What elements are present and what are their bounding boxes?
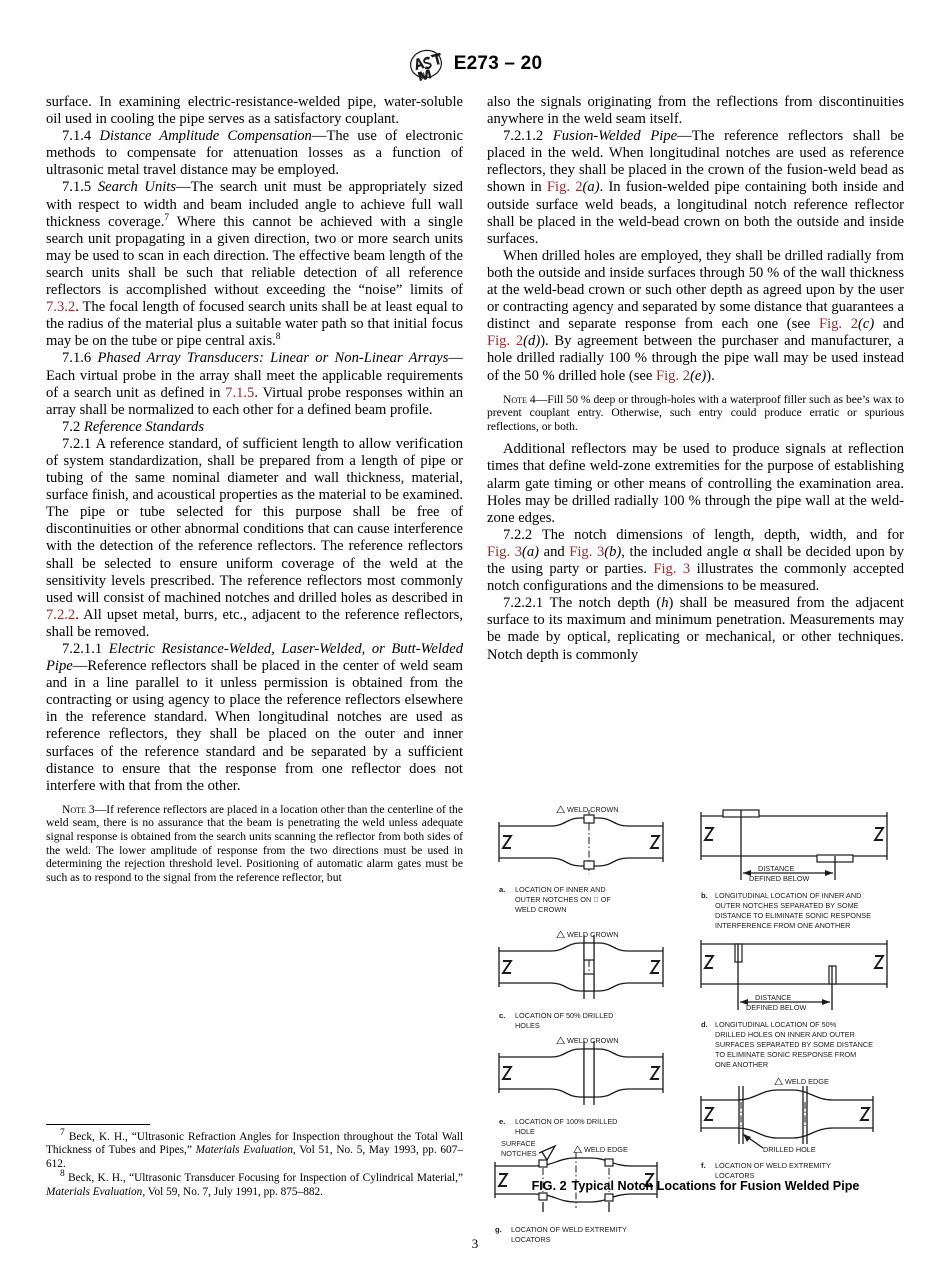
section-body: The notch depth ( bbox=[549, 595, 662, 612]
outer-notch-a bbox=[584, 815, 594, 823]
footnote-7 bbox=[46, 1128, 463, 1171]
outer-drilled-hole-c bbox=[584, 943, 594, 960]
figure-2 bbox=[487, 800, 904, 1244]
section-7-2-heading bbox=[46, 419, 463, 436]
footnote-journal: Materials Evaluation, bbox=[195, 1144, 296, 1157]
subfigure-f bbox=[701, 1077, 873, 1180]
cross-ref-fig-3b[interactable]: Fig. 3 bbox=[569, 543, 605, 560]
section-7-2-1-2 bbox=[487, 128, 904, 248]
subfigure-c-line-2: HOLES bbox=[515, 1021, 540, 1030]
cross-ref-fig-2e[interactable]: Fig. 2 bbox=[656, 367, 691, 384]
paragraph-additional-reflectors bbox=[487, 441, 904, 526]
section-body: —The use of electronic methods to compensate for attenuation losses as a function of ultrasonic metal travel distance may be employed. bbox=[46, 128, 463, 179]
outer-notch-g-left bbox=[539, 1160, 547, 1167]
subfigure-b-key: b. bbox=[701, 891, 708, 900]
subfigure-c-key: c. bbox=[499, 1011, 506, 1020]
footnote-block bbox=[46, 1124, 463, 1200]
subfigure-g-line-1: LOCATION OF WELD EXTREMITY bbox=[511, 1225, 627, 1234]
section-number: 7.2.1.1 bbox=[62, 641, 103, 657]
section-body-2: . In fusion-welded pipe containing both inside and outside surface weld beads, a longitudinal notch reference reflector shall be placed in the weld-bead crown on both the outside and inside surfaces. bbox=[487, 179, 905, 247]
section-number: 7.2 bbox=[62, 418, 81, 435]
subfigure-f-line-1: LOCATION OF WELD EXTREMITY bbox=[715, 1161, 831, 1170]
footnote-rule bbox=[46, 1124, 150, 1125]
label-weld-edge-f: ⃤ WELD EDGE bbox=[783, 1077, 829, 1086]
figure-2-caption bbox=[487, 1179, 904, 1193]
paragraph-signals bbox=[487, 94, 904, 128]
label-surface-notches-2: NOTCHES bbox=[501, 1149, 537, 1158]
subfigure-e-line-1: LOCATION OF 100% DRILLED bbox=[515, 1117, 618, 1126]
cross-ref-7-2-2[interactable]: 7.2.2 bbox=[46, 606, 76, 623]
page-header bbox=[0, 48, 950, 80]
section-body: —The search unit must be appropriately sized with respect to width and beam included angle to achieve full wall thickness coverage. bbox=[46, 179, 463, 230]
section-body-2: and bbox=[539, 543, 570, 560]
footnote-marker: 8 bbox=[60, 1169, 65, 1180]
footnote-ref-7[interactable]: 7 bbox=[164, 212, 170, 223]
cross-ref-fig-2c[interactable]: Fig. 2 bbox=[818, 316, 859, 333]
subfigure-d-line-2: DRILLED HOLES ON INNER AND OUTER bbox=[715, 1030, 855, 1039]
cross-ref-sub: (d) bbox=[523, 333, 541, 350]
cross-ref-sub: (a) bbox=[582, 179, 600, 196]
section-title: Reference Standards bbox=[83, 418, 204, 435]
subfigure-b-line-3: DISTANCE TO ELIMINATE SONIC RESPONSE bbox=[715, 911, 871, 920]
left-column bbox=[46, 94, 463, 884]
section-title: Search Units bbox=[97, 179, 177, 196]
inner-notch-g-right bbox=[605, 1194, 613, 1201]
note-label: Note 3 bbox=[62, 802, 95, 816]
cross-ref-sub: (a) bbox=[522, 543, 540, 560]
figure-caption-label: FIG. 2 bbox=[531, 1179, 567, 1193]
label-distance-b: DISTANCE bbox=[758, 864, 795, 873]
footnote-marker: 7 bbox=[60, 1128, 65, 1139]
label-weld-crown-e: ⃤ WELD CROWN bbox=[565, 1036, 619, 1045]
note-text: —If reference reflectors are placed in a location other than the centerline of the weld seam, there is no assurance that the beam is penetrating the weld unless adequate signal response is obtained from the search units scanning the reflector from both sides of the weld. The lower amplitude of response from the two directions must be used in determining the rejection threshold level. Positioning of automatic alarm gates must be such as to respond to the signal from the reference reflector, but bbox=[46, 802, 463, 884]
subfigure-f-line-2: LOCATORS bbox=[715, 1171, 755, 1180]
section-body-3: . The focal length of focused search units shall be at least equal to the radius of the material plus a suitable water path so that initial focus may be on the tube or pipe central axis. bbox=[46, 299, 463, 350]
through-drilled-hole-e bbox=[584, 1049, 594, 1097]
cross-ref-fig-3[interactable]: Fig. 3 bbox=[653, 561, 691, 578]
section-7-2-1-1 bbox=[46, 641, 463, 795]
footnote-text: Beck, K. H., “Ultrasonic Refraction Angles for Inspection throughout the Total Wall Thickness of Tubes and Pipes,” bbox=[46, 1131, 463, 1157]
page-number: 3 bbox=[471, 1236, 479, 1251]
note-3 bbox=[46, 803, 463, 885]
section-7-1-4 bbox=[46, 128, 463, 179]
subfigure-c bbox=[499, 930, 663, 1030]
footnote-text-2: Vol 51, No. 5, May 1993, pp. 607–612. bbox=[46, 1144, 463, 1170]
section-body: —Reference reflectors shall be placed in the center of weld seam and in a line parallel to it unless permission is obtained from the contracting or using agency to place the reference reflectors elsewhere in the reference standard. When longitudinal notches are used as reference reflectors, they shall be placed on the outer and inner surfaces of the reference standard and be separated by a sufficient distance to ensure that the response from one reflector does not interfere with that from the other. bbox=[46, 658, 463, 794]
section-body-2: Where this cannot be achieved with a single search unit propagating in a given direction, two or more search units may be used to scan in each direction. The effective beam length of the search units shall be such that reliable detection of all reference reflectors is accomplished without exceeding the “noise” limits of bbox=[46, 213, 463, 299]
note-4 bbox=[487, 393, 904, 434]
subfigure-d-key: d. bbox=[701, 1020, 708, 1029]
note-label: Note 4 bbox=[503, 392, 536, 406]
section-number: 7.2.2.1 bbox=[503, 595, 544, 612]
standard-designation: E273 – 20 bbox=[453, 53, 543, 74]
label-defined-below-d: DEFINED BELOW bbox=[746, 1003, 807, 1012]
footnote-8 bbox=[46, 1169, 463, 1199]
label-weld-crown-c: ⃤ WELD CROWN bbox=[565, 930, 619, 939]
subfigure-b-line-4: INTERFERENCE FROM ONE ANOTHER bbox=[715, 921, 851, 930]
section-body: A reference standard, of sufficient length to allow verification of system standardization, shall be prepared from a length of pipe or tubing of the same nominal diameter and wall thickness, material, surface finish, and acoustical properties as the material to be examined. The pipe or tube selected for this purpose shall be free of discontinuities or other abnormal conditions that can cause interference with the detection of the reference reflectors. The reference reflectors shall be selected to ensure uniform coverage of the weld at the sensitivity levels prescribed. The reference reflectors most commonly used will consist of machined notches and drilled holes as described in bbox=[46, 435, 463, 606]
section-body-2: . All upset metal, burrs, etc., adjacent to the reference reflectors, shall be removed. bbox=[46, 606, 463, 640]
section-body: —Each virtual probe in the array shall meet the applicable requirements of a search unit as defined in bbox=[46, 350, 463, 401]
figure-caption-text: Typical Notch Locations for Fusion Welded Pipe bbox=[571, 1179, 860, 1193]
section-body: The notch dimensions of length, depth, width, and for bbox=[541, 526, 904, 543]
footnote-text: Beck, K. H., “Ultrasonic Transducer Focusing for Inspection of Cylindrical Material,” bbox=[64, 1172, 463, 1185]
cross-ref-fig-2d[interactable]: Fig. 2 bbox=[487, 333, 524, 350]
subfigure-b bbox=[701, 810, 887, 930]
cross-ref-sub: (e) bbox=[690, 367, 707, 384]
cross-ref-7-3-2[interactable]: 7.3.2 bbox=[46, 299, 76, 316]
section-body-3: , the included angle α shall be decided upon by the using party or parties. bbox=[487, 543, 905, 578]
section-title: Distance Amplitude Compensation bbox=[99, 128, 312, 145]
section-number: 7.2.1.2 bbox=[503, 128, 544, 145]
paragraph-text: also the signals originating from the reflections from discontinuities anywhere in the weld seam itself. bbox=[487, 94, 904, 128]
paragraph-text-3: ). By agreement between the purchaser and manufacturer, a hole drilled radially 100 % through the pipe wall may be used instead of the 50 % drilled hole (see bbox=[487, 333, 904, 384]
subfigure-a-line-3: WELD CROWN bbox=[515, 905, 567, 914]
paragraph-couplant bbox=[46, 94, 463, 128]
subfigure-c-line-1: LOCATION OF 50% DRILLED bbox=[515, 1011, 614, 1020]
cross-ref-sub: (c) bbox=[858, 316, 875, 333]
paragraph-text: surface. In examining electric-resistance-welded pipe, water-soluble oil used in cooling the pipe serves as a satisfactory couplant. bbox=[46, 94, 463, 128]
section-number: 7.1.5 bbox=[62, 179, 92, 196]
section-title: Fusion-Welded Pipe bbox=[552, 128, 678, 145]
astm-logo-icon bbox=[408, 48, 444, 80]
subfigure-d-line-5: ONE ANOTHER bbox=[715, 1060, 769, 1069]
label-defined-below-b: DEFINED BELOW bbox=[749, 874, 810, 883]
section-7-1-5 bbox=[46, 179, 463, 350]
section-7-1-6 bbox=[46, 350, 463, 418]
label-weld-crown-a: ⃤ WELD CROWN bbox=[565, 805, 619, 814]
inner-notch-g-left bbox=[539, 1193, 547, 1200]
subfigure-f-key: f. bbox=[701, 1161, 706, 1170]
footnote-text-2: Vol 59, No. 7, July 1991, pp. 875–882. bbox=[145, 1185, 323, 1198]
section-body-2: ) shall be measured from the adjacent surface to its maximum and minimum penetration. Measurements may be made by optical, replicating or mechanical, or other techniques. Notch depth is commonly bbox=[487, 595, 904, 663]
cross-ref-fig-2a[interactable]: Fig. 2 bbox=[546, 179, 583, 196]
subfigure-e bbox=[499, 1036, 663, 1136]
footnote-journal: Materials Evaluation, bbox=[46, 1185, 146, 1198]
subfigure-a-key: a. bbox=[499, 885, 506, 894]
section-7-2-2-1 bbox=[487, 595, 904, 663]
label-distance-d: DISTANCE bbox=[755, 993, 792, 1002]
section-title: Phased Array Transducers: Linear or Non-Linear Arrays bbox=[97, 350, 449, 367]
section-number: 7.2.2 bbox=[503, 526, 533, 543]
symbol-h: h bbox=[661, 595, 669, 612]
inner-notch-a bbox=[584, 861, 594, 869]
subfigure-a-line-2: OUTER NOTCHES ON ⃤ OF bbox=[515, 895, 611, 904]
label-weld-edge-g: ⃤ WELD EDGE bbox=[582, 1145, 628, 1154]
subfigure-a bbox=[499, 805, 663, 914]
paragraph-drilled-holes bbox=[487, 248, 904, 385]
section-7-2-1 bbox=[46, 436, 463, 641]
section-7-2-2 bbox=[487, 527, 904, 595]
section-title: Electric Resistance-Welded, Laser-Welded, or Butt-Welded Pipe bbox=[46, 641, 463, 675]
section-body-4: illustrates the commonly accepted notch configurations and the dimensions to be measured. bbox=[487, 561, 905, 595]
subfigure-e-key: e. bbox=[499, 1117, 506, 1126]
label-surface-notches-1: SURFACE bbox=[501, 1139, 536, 1148]
cross-ref-fig-3a[interactable]: Fig. 3 bbox=[487, 543, 522, 560]
inner-drilled-hole-c bbox=[584, 974, 594, 991]
paragraph-text: When drilled holes are employed, they shall be drilled radially from both the outside and inside surfaces through 50 % of the wall thickness at the weld-bead crown or such other depth as agreed upon by the user or contracting agency and separated by some distance that guarantees a distinct and separate response from each one (see bbox=[487, 247, 904, 333]
subfigure-e-line-2: HOLE bbox=[515, 1127, 535, 1136]
outer-notch-g-right bbox=[605, 1159, 613, 1166]
subfigure-d-line-1: LONGITUDINAL LOCATION OF 50% bbox=[715, 1020, 837, 1029]
section-number: 7.1.4 bbox=[62, 128, 92, 145]
section-body-2: . Virtual probe responses within an array shall be normalized to each other for a defined beam profile. bbox=[46, 384, 463, 418]
subfigure-g-line-2: LOCATORS bbox=[511, 1235, 551, 1244]
label-drilled-hole-f: DRILLED HOLE bbox=[763, 1145, 816, 1154]
cross-ref-7-1-5[interactable]: 7.1.5 bbox=[225, 384, 255, 401]
subfigure-d-line-3: SURFACES SEPARATED BY SOME DISTANCE bbox=[715, 1040, 873, 1049]
paragraph-text: Additional reflectors may be used to produce signals at reflection times that define weld-zone extremities for the purpose of establishing alarm gate timing or other means of controlling the examination area. Holes may be drilled radially 100 % through the pipe wall at the weld-zone edges. bbox=[487, 441, 904, 526]
paragraph-text-2: and bbox=[874, 316, 904, 333]
cross-ref-sub: (b) bbox=[604, 543, 622, 560]
subfigure-d bbox=[701, 940, 887, 1069]
right-column bbox=[487, 94, 904, 664]
subfigure-a-line-1: LOCATION OF INNER AND bbox=[515, 885, 606, 894]
paragraph-text-4: ). bbox=[706, 367, 715, 384]
subfigure-b-line-1: LONGITUDINAL LOCATION OF INNER AND bbox=[715, 891, 862, 900]
section-body: —The reference reflectors shall be placed in the weld. When longitudinal notches are used as reference reflectors, they shall be placed in the crown of the fusion-weld bead as shown in bbox=[487, 128, 904, 196]
subfigure-g-key: g. bbox=[495, 1225, 502, 1234]
footnote-ref-8[interactable]: 8 bbox=[275, 332, 281, 343]
section-number: 7.2.1 bbox=[62, 435, 92, 452]
note-text: —Fill 50 % deep or through-holes with a waterproof filler such as bee’s wax to prevent couplant entry. Otherwise, such entry could produce erratic or spurious reflections, or both. bbox=[487, 392, 904, 433]
subfigure-b-line-2: OUTER NOTCHES SEPARATED BY SOME bbox=[715, 901, 859, 910]
subfigure-d-line-4: TO ELIMINATE SONIC RESPONSE FROM bbox=[715, 1050, 857, 1059]
section-number: 7.1.6 bbox=[62, 350, 92, 367]
